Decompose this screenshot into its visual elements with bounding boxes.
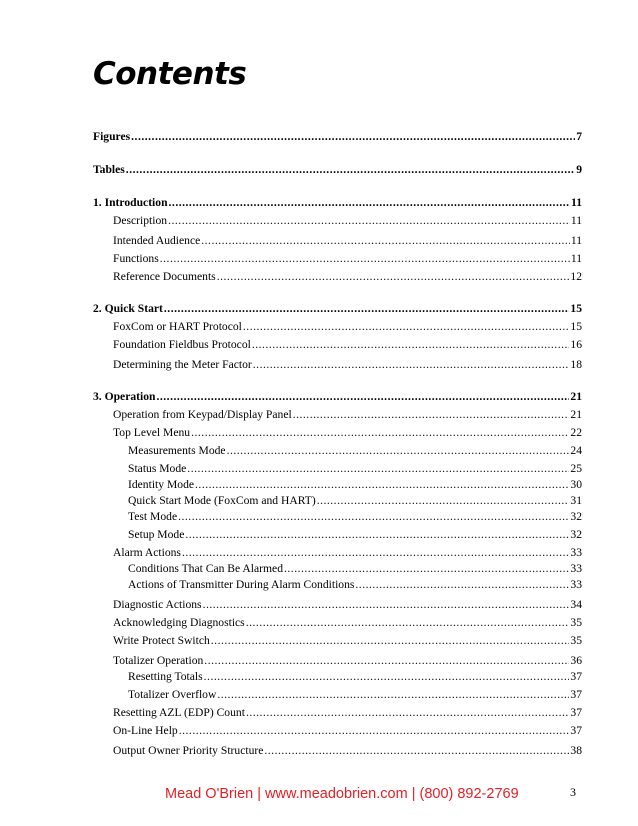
- toc-entry-label: Functions: [113, 252, 159, 265]
- toc-entry[interactable]: [113, 598, 582, 612]
- toc-entry-page: 21: [570, 390, 582, 403]
- toc-leader-dots: [182, 546, 569, 560]
- toc-entry-label: Write Protect Switch: [113, 634, 210, 647]
- toc-entry[interactable]: [113, 616, 582, 630]
- toc-entry-page: 37: [570, 724, 582, 737]
- toc-entry-label: Foundation Fieldbus Protocol: [113, 338, 251, 351]
- toc-leader-dots: [164, 302, 570, 316]
- toc-leader-dots: [284, 562, 569, 576]
- toc-entry-page: 12: [570, 270, 582, 283]
- toc-entry[interactable]: [128, 478, 582, 492]
- toc-leader-dots: [246, 616, 570, 630]
- toc-entry-page: 24: [570, 444, 582, 457]
- toc-entry-page: 11: [570, 234, 582, 247]
- toc-leader-dots: [160, 252, 570, 266]
- toc-entry-page: 37: [570, 688, 582, 701]
- toc-entry-label: 2. Quick Start: [93, 302, 163, 315]
- toc-entry-label: On-Line Help: [113, 724, 178, 737]
- toc-entry-page: 22: [570, 426, 582, 439]
- toc-entry[interactable]: [93, 130, 582, 144]
- toc-entry-label: Diagnostic Actions: [113, 598, 202, 611]
- toc-entry-label: Alarm Actions: [113, 546, 181, 559]
- toc-leader-dots: [264, 744, 569, 758]
- toc-entry-label: Acknowledging Diagnostics: [113, 616, 245, 629]
- toc-entry[interactable]: [113, 634, 582, 648]
- toc-leader-dots: [156, 390, 569, 404]
- toc-leader-dots: [203, 598, 570, 612]
- toc-entry-page: 30: [570, 478, 582, 491]
- toc-entry-label: Setup Mode: [128, 528, 185, 541]
- toc-leader-dots: [227, 444, 570, 458]
- toc-entry-page: 25: [570, 462, 582, 475]
- toc-entry[interactable]: [113, 706, 582, 720]
- toc-entry[interactable]: [93, 302, 582, 316]
- toc-entry[interactable]: [113, 408, 582, 422]
- toc-entry-label: Description: [113, 214, 168, 227]
- toc-entry-page: 11: [570, 252, 582, 265]
- toc-entry-page: 11: [571, 196, 582, 209]
- toc-leader-dots: [293, 408, 570, 422]
- toc-leader-dots: [169, 196, 571, 210]
- toc-entry-page: 35: [570, 616, 582, 629]
- toc-entry-label: Figures: [93, 130, 131, 143]
- toc-entry-label: Top Level Menu: [113, 426, 191, 439]
- toc-entry-page: 33: [570, 546, 582, 559]
- toc-leader-dots: [191, 426, 569, 440]
- toc-entry-page: 37: [570, 670, 582, 683]
- toc-entry-label: Intended Audience: [113, 234, 201, 247]
- toc-entry-page: 18: [570, 358, 582, 371]
- toc-leader-dots: [217, 688, 569, 702]
- toc-entry-label: Actions of Transmitter During Alarm Conditions: [128, 578, 355, 591]
- toc-leader-dots: [126, 163, 575, 177]
- toc-entry-page: 32: [570, 510, 582, 523]
- toc-entry-label: Identity Mode: [128, 478, 195, 491]
- toc-leader-dots: [187, 462, 569, 476]
- toc-leader-dots: [168, 214, 570, 228]
- toc-entry-label: Resetting Totals: [128, 670, 203, 683]
- toc-entry-label: Reference Documents: [113, 270, 216, 283]
- toc-entry-label: 3. Operation: [93, 390, 156, 403]
- toc-entry[interactable]: [128, 578, 582, 592]
- toc-entry-label: Totalizer Overflow: [128, 688, 217, 701]
- toc-entry-page: 31: [570, 494, 582, 507]
- page-title: Contents: [93, 56, 247, 92]
- toc-entry[interactable]: [128, 444, 582, 458]
- toc-entry-page: 11: [570, 214, 582, 227]
- toc-entry-label: Conditions That Can Be Alarmed: [128, 562, 283, 575]
- toc-entry-page: 32: [570, 528, 582, 541]
- toc-entry-label: Measurements Mode: [128, 444, 226, 457]
- toc-entry[interactable]: [128, 528, 582, 542]
- toc-leader-dots: [317, 494, 570, 508]
- toc-entry[interactable]: [113, 234, 582, 248]
- toc-entry[interactable]: [113, 744, 582, 758]
- toc-entry[interactable]: [113, 270, 582, 284]
- toc-entry-label: 1. Introduction: [93, 196, 168, 209]
- toc-entry[interactable]: [93, 196, 582, 210]
- toc-entry-page: 33: [570, 578, 582, 591]
- toc-entry-page: 21: [570, 408, 582, 421]
- toc-entry[interactable]: [93, 163, 582, 177]
- toc-entry[interactable]: [128, 670, 582, 684]
- toc-leader-dots: [178, 510, 569, 524]
- toc-leader-dots: [195, 478, 569, 492]
- toc-entry-label: Resetting AZL (EDP) Count: [113, 706, 245, 719]
- toc-entry-label: Quick Start Mode (FoxCom and HART): [128, 494, 316, 507]
- toc-entry[interactable]: [93, 390, 582, 404]
- toc-entry-label: Tables: [93, 163, 125, 176]
- toc-entry[interactable]: [113, 214, 582, 228]
- toc-leader-dots: [179, 724, 570, 738]
- toc-leader-dots: [201, 234, 570, 248]
- toc-entry-page: 15: [570, 320, 582, 333]
- toc-entry[interactable]: [113, 320, 582, 334]
- toc-entry[interactable]: [113, 654, 582, 668]
- toc-entry[interactable]: [113, 426, 582, 440]
- toc-leader-dots: [131, 130, 575, 144]
- toc-entry-label: Test Mode: [128, 510, 178, 523]
- toc-leader-dots: [211, 634, 570, 648]
- toc-entry-label: Status Mode: [128, 462, 187, 475]
- toc-entry-page: 9: [576, 163, 582, 176]
- toc-entry[interactable]: [128, 494, 582, 508]
- toc-entry-label: Totalizer Operation: [113, 654, 204, 667]
- toc-entry-page: 33: [570, 562, 582, 575]
- toc-entry-label: Output Owner Priority Structure: [113, 744, 264, 757]
- page-number: 3: [570, 785, 576, 799]
- toc-entry-page: 37: [570, 706, 582, 719]
- toc-entry-label: Determining the Meter Factor: [113, 358, 252, 371]
- toc-entry[interactable]: [113, 358, 582, 372]
- toc-leader-dots: [217, 270, 570, 284]
- toc-leader-dots: [355, 578, 569, 592]
- toc-leader-dots: [204, 670, 570, 684]
- toc-entry-page: 34: [570, 598, 582, 611]
- toc-leader-dots: [246, 706, 569, 720]
- toc-leader-dots: [204, 654, 569, 668]
- toc-entry[interactable]: [113, 252, 582, 266]
- toc-entry[interactable]: [128, 462, 582, 476]
- toc-entry[interactable]: [128, 688, 582, 702]
- toc-leader-dots: [185, 528, 569, 542]
- toc-entry[interactable]: [128, 510, 582, 524]
- toc-entry-page: 36: [570, 654, 582, 667]
- toc-entry-page: 16: [570, 338, 582, 351]
- toc-entry-page: 7: [576, 130, 582, 143]
- toc-entry-page: 38: [570, 744, 582, 757]
- toc-entry[interactable]: [113, 724, 582, 738]
- footer-contact: Mead O'Brien | www.meadobrien.com | (800) 892-2769: [165, 786, 519, 802]
- toc-entry-page: 35: [570, 634, 582, 647]
- toc-entry-label: Operation from Keypad/Display Panel: [113, 408, 292, 421]
- toc-leader-dots: [243, 320, 570, 334]
- toc-entry[interactable]: [113, 338, 582, 352]
- toc-entry[interactable]: [128, 562, 582, 576]
- toc-leader-dots: [253, 358, 570, 372]
- toc-entry-label: FoxCom or HART Protocol: [113, 320, 242, 333]
- toc-entry-page: 15: [570, 302, 582, 315]
- toc-leader-dots: [252, 338, 570, 352]
- toc-entry[interactable]: [113, 546, 582, 560]
